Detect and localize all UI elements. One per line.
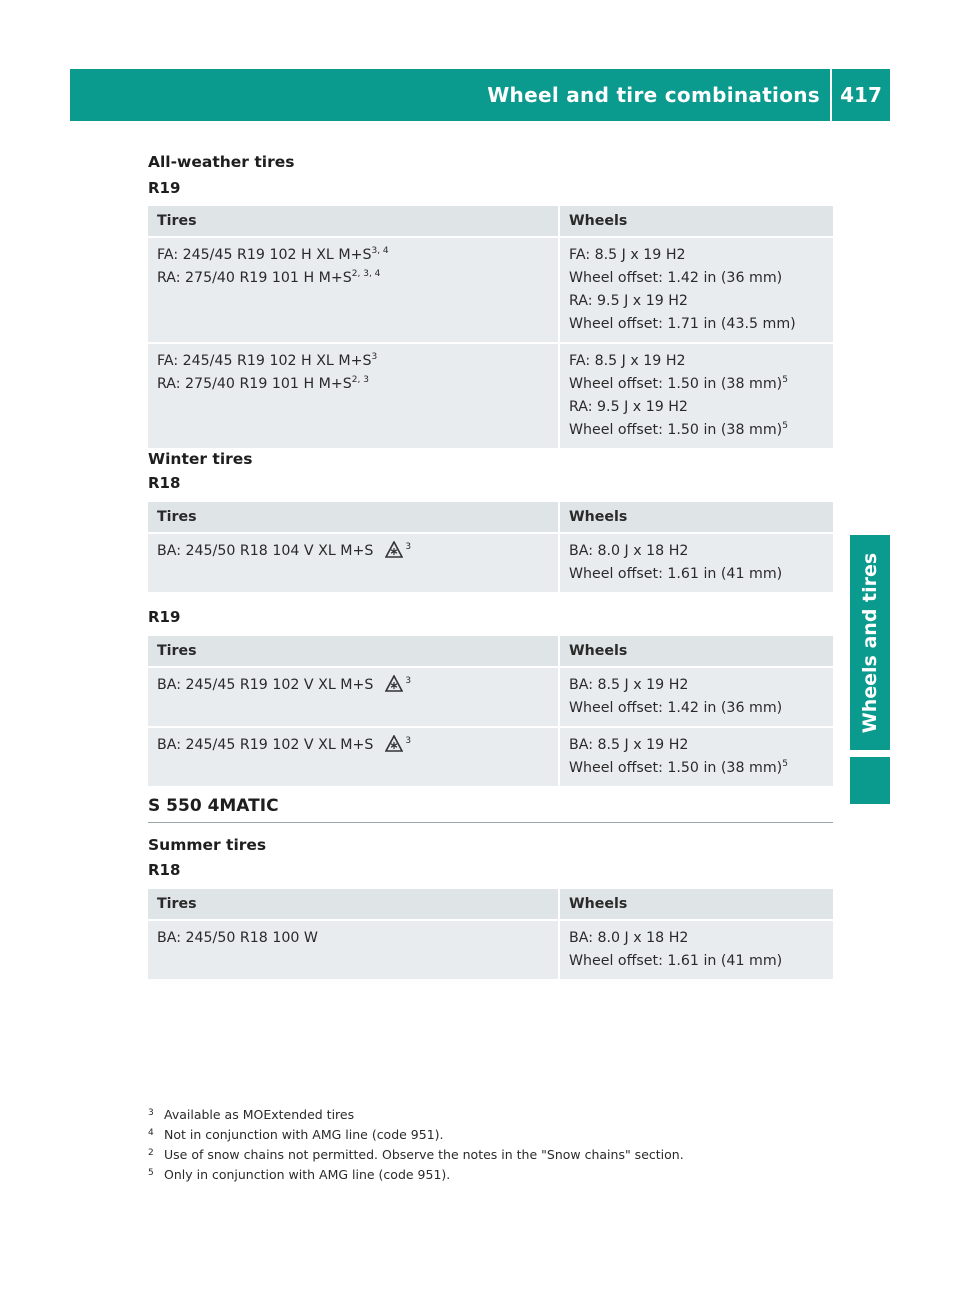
wheels-cell — [559, 727, 833, 787]
summer-heading: Summer tires — [148, 836, 267, 854]
footnote: 5 Only in conjunction with AMG line (code 951). — [148, 1167, 451, 1182]
tire-spec: BA: 245/50 R18 104 V XL M+S $^3$ — [157, 542, 412, 559]
winter-r18-table — [148, 502, 833, 594]
table-header-row — [148, 636, 833, 667]
wheel-spec: BA: 8.0 J x 18 H2 — [569, 543, 689, 559]
all-weather-size: R19 — [148, 179, 181, 197]
winter-size-r19: R19 — [148, 608, 181, 626]
wheels-column-header: Wheels — [559, 206, 833, 237]
wheel-spec: Wheel offset: 1.50 in (38 mm)$^5$ — [569, 759, 788, 776]
tire-spec: BA: 245/50 R18 100 W — [157, 930, 318, 946]
winter-heading: Winter tires — [148, 450, 253, 468]
side-tab — [850, 535, 890, 750]
header-title: Wheel and tire combinations — [487, 83, 820, 107]
wheel-spec: FA: 8.5 J x 19 H2 — [569, 247, 686, 263]
winter-size-r18: R18 — [148, 474, 181, 492]
wheels-cell — [559, 533, 833, 593]
wheel-spec: Wheel offset: 1.71 in (43.5 mm) — [569, 316, 796, 332]
tire-spec: BA: 245/45 R19 102 V XL M+S $^3$ — [157, 736, 412, 753]
wheel-spec: FA: 8.5 J x 19 H2 — [569, 353, 686, 369]
table-header-row — [148, 889, 833, 920]
wheels-cell — [559, 237, 833, 343]
wheel-spec: Wheel offset: 1.42 in (36 mm) — [569, 270, 783, 286]
wheels-column-header: Wheels — [559, 636, 833, 667]
footnote: 4 Not in conjunction with AMG line (code 951). — [148, 1127, 444, 1142]
tires-cell — [148, 727, 559, 787]
footnotes — [148, 1104, 684, 1184]
tire-spec: BA: 245/45 R19 102 V XL M+S $^3$ — [157, 676, 412, 693]
wheels-column-header: Wheels — [559, 502, 833, 533]
tires-column-header: Tires — [148, 889, 559, 920]
tires-cell — [148, 920, 559, 980]
all-weather-table — [148, 206, 833, 450]
table-row — [148, 920, 833, 980]
tire-spec: FA: 245/45 R19 102 H XL $M+S^{3, 4}$ — [157, 246, 389, 263]
wheel-spec: Wheel offset: 1.42 in (36 mm) — [569, 700, 783, 716]
tires-cell — [148, 667, 559, 727]
tires-column-header: Tires — [148, 502, 559, 533]
summer-size: R18 — [148, 861, 181, 879]
tire-spec: RA: 275/40 R19 101 H $M+S^{2, 3}$ — [157, 375, 369, 392]
wheel-spec: RA: 9.5 J x 19 H2 — [569, 399, 688, 415]
snowflake-mountain-icon — [385, 541, 403, 559]
table-row — [148, 727, 833, 787]
table-row — [148, 343, 833, 449]
page-header — [70, 69, 890, 121]
snowflake-mountain-icon — [385, 675, 403, 693]
wheel-spec: Wheel offset: 1.50 in (38 mm)$^5$ — [569, 375, 788, 392]
wheel-spec: BA: 8.0 J x 18 H2 — [569, 930, 689, 946]
wheels-cell — [559, 343, 833, 449]
wheels-cell — [559, 920, 833, 980]
table-header-row — [148, 206, 833, 237]
all-weather-heading: All-weather tires — [148, 153, 295, 171]
side-tab-label: Wheels and tires — [859, 552, 881, 733]
wheel-spec: Wheel offset: 1.61 in (41 mm) — [569, 566, 783, 582]
tires-cell — [148, 237, 559, 343]
tire-spec: FA: 245/45 R19 102 H XL $M+S^3$ — [157, 352, 378, 369]
wheel-spec: BA: 8.5 J x 19 H2 — [569, 677, 689, 693]
tires-column-header: Tires — [148, 206, 559, 237]
wheel-spec: Wheel offset: 1.50 in (38 mm)$^5$ — [569, 421, 788, 438]
tire-spec: RA: 275/40 R19 101 H $M+S^{2, 3, 4}$ — [157, 269, 381, 286]
wheel-spec: Wheel offset: 1.61 in (41 mm) — [569, 953, 783, 969]
footnote: 3 Available as MOExtended tires — [148, 1107, 355, 1122]
wheels-column-header: Wheels — [559, 889, 833, 920]
page-number: 417 — [840, 83, 882, 107]
tires-cell — [148, 343, 559, 449]
wheels-cell — [559, 667, 833, 727]
side-tab-marker — [850, 757, 890, 804]
table-row — [148, 237, 833, 343]
tires-cell — [148, 533, 559, 593]
winter-r19-table — [148, 636, 833, 788]
summer-table — [148, 889, 833, 981]
footnote: 2 Use of snow chains not permitted. Observe the notes in the "Snow chains" section. — [148, 1147, 684, 1162]
wheel-spec: RA: 9.5 J x 19 H2 — [569, 293, 688, 309]
wheel-spec: BA: 8.5 J x 19 H2 — [569, 737, 689, 753]
tires-column-header: Tires — [148, 636, 559, 667]
table-row — [148, 667, 833, 727]
snowflake-mountain-icon — [385, 735, 403, 753]
table-row — [148, 533, 833, 593]
table-header-row — [148, 502, 833, 533]
model-section-title: S 550 4MATIC — [148, 796, 833, 823]
